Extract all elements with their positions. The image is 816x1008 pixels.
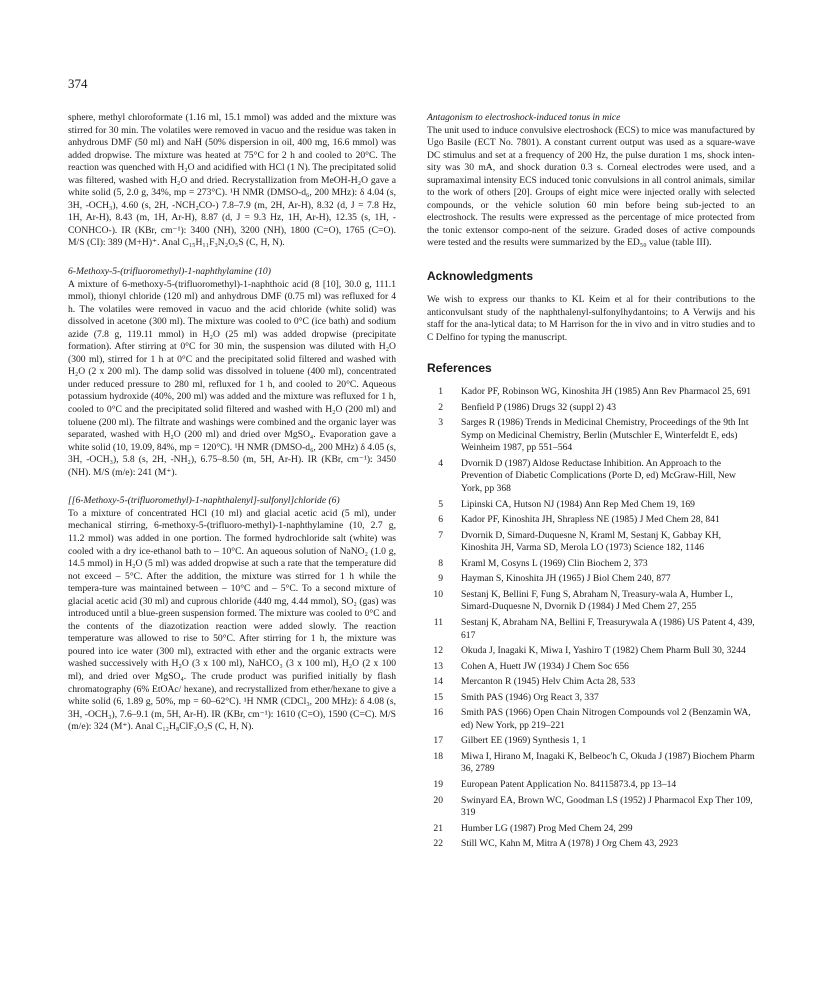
section-text: To a mixture of concentrated HCl (10 ml) and glacial acetic acid (5 ml), under mechanical stirring, 6-methoxy-5-(trifluoro-methyl)-1-naphthylamine (10, 2.7 g, 11.2 mmol) was added in one portion. The formed hydrochloride salt (white) was cooled with a dry ice-ethanol bath to – 10°C. An aqueous solution of NaNO₂ (1.0 g, 14.5 mmol) in H₂O (5 ml) was added dropwise at such a rate that the temperature did not exceed – 5°C. After the addition, the mixture was stirred for 1 h while the tempera-ture was maintained between – 10°C and – 5°C. To a second mixture of glacial acetic acid (30 ml) and cuprous chloride (440 mg, 4.44 mmol), SO₂ (gas) was introduced until a blue-green suspension formed. The mixture was cooled to 0°C and the contents of the diazotization reaction were added slowly. The reaction temperature was allowed to rise to 50°C. After stirring for 1 h, the mixture was poured into ice water (300 ml), extracted with ether and the organic extracts were washed successively with H₂O (3 x 100 ml), NaHCO₃ (3 x 100 ml), H₂O (2 x 100 ml), and dried over MgSO₄. The crude product was purified initially by flash chromatography (6% EtOAc/ hexane), and recrystallized from ether/hexane to give a white solid (6, 1.89 g, 50%, mp = 60–62°C). ¹H NMR (CDCl₃, 200 MHz): δ 4.08 (s, 3H, -OCH₃), 7.6–9.1 (m, 5H, Ar-H). IR (KBr, cm⁻¹): 1610 (C=O), 1590 (C=C). M/S (m/e): 324 (M⁺). Anal C₁₂H₈ClF₃O₃S (C, H, N). — [68, 507, 396, 733]
reference-number: 6 — [438, 514, 443, 526]
reference-number: 11 — [433, 616, 443, 628]
reference-number: 12 — [433, 645, 443, 657]
section-text: The unit used to induce convulsive electroshock (ECS) to mice was manufactured by Ugo Basile (ECT No. 7801). A constant current output was used as a square-wave DC stimulus and set at a frequency of 200 Hz, the pulse duration 1 ms, shock inten-sity was 30 mA, and shock duration 0.3 s. Corneal electrodes were used, and a supramaximal intensity ECS induced tonic convulsions in all control animals, similar to the work of others [20]. Groups of eight mice were injected orally with selected compounds, or the vehicle solution 60 min before being sub-jected to an electroshock. The results were expressed as the percentage of mice protected from the tonic extensor compo-nent of the seizure. Graded doses of active compounds were tested and the results were summarized by the ED₅₀ value (table III). — [427, 124, 755, 249]
page-number: 374 — [68, 76, 88, 91]
reference-text: Okuda J, Inagaki K, Miwa I, Yashiro T (1982) Chem Pharm Bull 30, 3244 — [461, 645, 746, 657]
reference-text: Kador PF, Robinson WG, Kinoshita JH (1985) Ann Rev Pharmacol 25, 691 — [461, 386, 752, 398]
reference-number: 15 — [433, 691, 443, 703]
reference-number: 13 — [433, 660, 443, 672]
left-column — [68, 112, 396, 750]
reference-item — [427, 530, 755, 555]
reference-item — [427, 514, 755, 527]
reference-number: 20 — [433, 794, 443, 806]
reference-text: European Patent Application No. 84115873.4, pp 13–14 — [461, 778, 677, 790]
reference-number: 10 — [433, 588, 443, 600]
reference-item — [427, 838, 755, 851]
acknowledgments-heading: Acknowledgments — [427, 269, 534, 284]
reference-item — [427, 779, 755, 792]
reference-text: Lipinski CA, Hutson NJ (1984) Ann Rep Med Chem 19, 169 — [461, 498, 695, 510]
reference-number: 9 — [438, 573, 443, 585]
reference-number: 5 — [438, 498, 443, 510]
reference-text: Gilbert EE (1969) Synthesis 1, 1 — [461, 735, 587, 747]
section-text: A mixture of 6-methoxy-5-(trifluoromethyl)-1-naphthoic acid (8 [10], 30.0 g, 111.1 mmol), thionyl chloride (120 ml) and anhydrous DMF (0.75 ml) was refluxed for 4 h. The volatiles were removed in vacuo and the acid chloride (white solid) was dissolved in acetone (300 ml). The mixture was cooled to 0°C (ice bath) and sodium azide (7.8 g, 119.11 mmol) in H₂O (25 ml) was added dropwise (precipitate formation). After stirring at 0°C for 30 min, the suspension was diluted with H₂O (300 ml), stirred for 1 h at 0°C and the precipitated solid filtered and washed with H₂O (2 x 200 ml). The damp solid was dissolved in toluene (400 ml), concentrated under reduced pressure to 280 ml, refluxed for 1 h, and cooled to 20°C. Aqueous potassium hydroxide (40%, 200 ml) was added and the mixture was refluxed for 1 h, cooled to 0°C and the precipitated solid filtered and washed with H₂O (200 ml) and toluene (200 ml). The filtrate and washings were combined and the organic layer was separated, washed with H₂O (200 ml) and dried over MgSO₄. Evaporation gave a white solid (10, 19.09, 84%, mp = 120°C). ¹H NMR (DMSO-d₆, 200 MHz) δ 4.05 (s, 3H, -OCH₃), 5.8 (s, 2H, -NH₂), 6.75–8.50 (m, 5H, Ar-H). IR (KBr, cm⁻¹): 3450 (NH). M/S (m/e): 241 (M⁺). — [68, 278, 396, 478]
reference-number: 4 — [438, 457, 443, 469]
reference-number: 14 — [433, 676, 443, 688]
reference-number: 17 — [433, 735, 443, 747]
reference-text: Swinyard EA, Brown WC, Goodman LS (1952) J Pharmacol Exp Ther 109, 319 — [461, 794, 753, 819]
reference-item — [427, 558, 755, 571]
reference-item — [427, 589, 755, 614]
reference-number: 22 — [433, 838, 443, 850]
reference-number: 21 — [433, 822, 443, 834]
right-column — [427, 112, 755, 854]
reference-text: Dvornik D, Simard-Duquesne N, Kraml M, Sestanj K, Gabbay KH, Kinoshita JH, Varma SD, Merola LO (1973) Science 182, 1146 — [461, 529, 722, 554]
reference-item — [427, 823, 755, 836]
reference-number: 1 — [438, 386, 443, 398]
reference-item — [427, 645, 755, 658]
reference-text: Benfield P (1986) Drugs 32 (suppl 2) 43 — [461, 401, 616, 413]
reference-number: 19 — [433, 778, 443, 790]
reference-text: Smith PAS (1946) Org React 3, 337 — [461, 691, 599, 703]
reference-number: 3 — [438, 417, 443, 429]
section-title: Antagonism to electroshock-induced tonus in mice — [427, 112, 621, 123]
reference-number: 16 — [433, 707, 443, 719]
reference-text: Smith PAS (1966) Open Chain Nitrogen Compounds vol 2 (Benzamin WA, ed) New York, pp 219–221 — [461, 707, 751, 731]
reference-item — [427, 751, 755, 776]
reference-item — [427, 707, 755, 732]
reference-item — [427, 692, 755, 705]
reference-text: Mercanton R (1945) Helv Chim Acta 28, 533 — [461, 676, 636, 688]
synthesis-continuation — [68, 112, 396, 250]
references-heading: References — [427, 361, 492, 376]
reference-item — [427, 795, 755, 820]
acknowledgments-text: We wish to express our thanks to KL Keim et al for their contributions to the anticonvulsant study of the naphthalenyl-sulfonylhydantoins; to A Verwijs and his staff for the ana-lytical data; to M Harrison for the in vivo and in vitro studies and to C Delfino for typing the manuscript. — [427, 294, 755, 343]
section-text: sphere, methyl chloroformate (1.16 ml, 15.1 mmol) was added and the mixture was stirred for 30 min. The volatiles were removed in vacuo and the residue was taken in anhydrous DMF (50 ml) and NaH (50% dispersion in oil, 400 mg, 16.6 mmol) was added dropwise. The mixture was heated at 75°C for 2 h and cooled to 20°C. The reaction was quenched with H₂O and acidified with HCl (1 N). The precipitated solid was filtered, washed with H₂O and dried. Recrystallization from MeOH-H₂O gave a white solid (5, 2.0 g, 34%, mp = 273°C). ¹H NMR (DMSO-d₆, 200 MHz): δ 4.04 (s, 3H, -OCH₃), 4.60 (s, 2H, -NCH₂CO-) 7.8–7.9 (m, 2H, Ar-H), 8.32 (d, J = 7.8 Hz, 1H, Ar-H), 8.43 (m, 1H, Ar-H), 8.87 (d, J = 9.3 Hz, 1H, Ar-H), 12.35 (s, 1H, -CONHCO-). IR (KBr, cm⁻¹): 3400 (NH), 3200 (NH), 1800 (C=O), 1765 (C=O). M/S (CI): 389 (M+H)⁺. Anal C₁₅H₁₁F₃N₂O₅S (C, H, N). — [68, 112, 396, 249]
sulfonyl-chloride-section — [68, 495, 396, 733]
reference-text: Hayman S, Kinoshita JH (1965) J Biol Chem 240, 877 — [461, 573, 671, 585]
reference-text: Sarges R (1986) Trends in Medicinal Chemistry, Proceedings of the 9th Int Symp on Medicinal Chemistry, Berlin (Mutschler E, Winterfeldt E, eds) Weinheim 1987, pp 551–564 — [461, 417, 749, 454]
reference-text: Kador PF, Kinoshita JH, Shrapless NE (1985) J Med Chem 28, 841 — [461, 514, 720, 526]
reference-item — [427, 735, 755, 748]
reference-item — [427, 573, 755, 586]
reference-text: Humber LG (1987) Prog Med Chem 24, 299 — [461, 822, 633, 834]
reference-number: 8 — [438, 557, 443, 569]
section-title: [[6-Methoxy-5-(trifluoromethyl)-1-naphthalenyl]-sulfonyl]chloride (6) — [68, 495, 340, 507]
reference-text: Still WC, Kahn M, Mitra A (1978) J Org Chem 43, 2923 — [461, 838, 679, 850]
reference-item — [427, 617, 755, 642]
reference-text: Sestanj K, Bellini F, Fung S, Abraham N, Treasury-wala A, Humber L, Simard-Duquesne N, Dvornik D (1984) J Med Chem 27, 255 — [461, 588, 733, 613]
reference-item — [427, 676, 755, 689]
antagonism-section — [427, 112, 755, 250]
reference-number: 2 — [438, 401, 443, 413]
reference-item — [427, 386, 755, 399]
reference-number: 18 — [433, 750, 443, 762]
reference-text: Miwa I, Hirano M, Inagaki K, Belbeoc'h C, Okuda J (1987) Biochem Pharm 36, 2789 — [461, 750, 755, 775]
naphthylamine-section — [68, 266, 396, 479]
reference-item — [427, 417, 755, 455]
reference-item — [427, 402, 755, 415]
reference-text: Cohen A, Huett JW (1934) J Chem Soc 656 — [461, 660, 629, 672]
reference-text: Sestanj K, Abraham NA, Bellini F, Treasurywala A (1986) US Patent 4, 439, 617 — [461, 616, 755, 641]
reference-item — [427, 458, 755, 496]
reference-text: Kraml M, Cosyns L (1969) Clin Biochem 2, 373 — [461, 557, 648, 569]
reference-item — [427, 661, 755, 674]
reference-number: 7 — [438, 529, 443, 541]
section-title: 6-Methoxy-5-(trifluoromethyl)-1-naphthylamine (10) — [68, 266, 271, 278]
reference-text: Dvornik D (1987) Aldose Reductase Inhibition. An Approach to the Prevention of Diabetic Complications (Porte D, ed) McGraw-Hill, New York, pp 368 — [461, 457, 736, 495]
reference-list — [427, 386, 755, 851]
reference-item — [427, 499, 755, 512]
